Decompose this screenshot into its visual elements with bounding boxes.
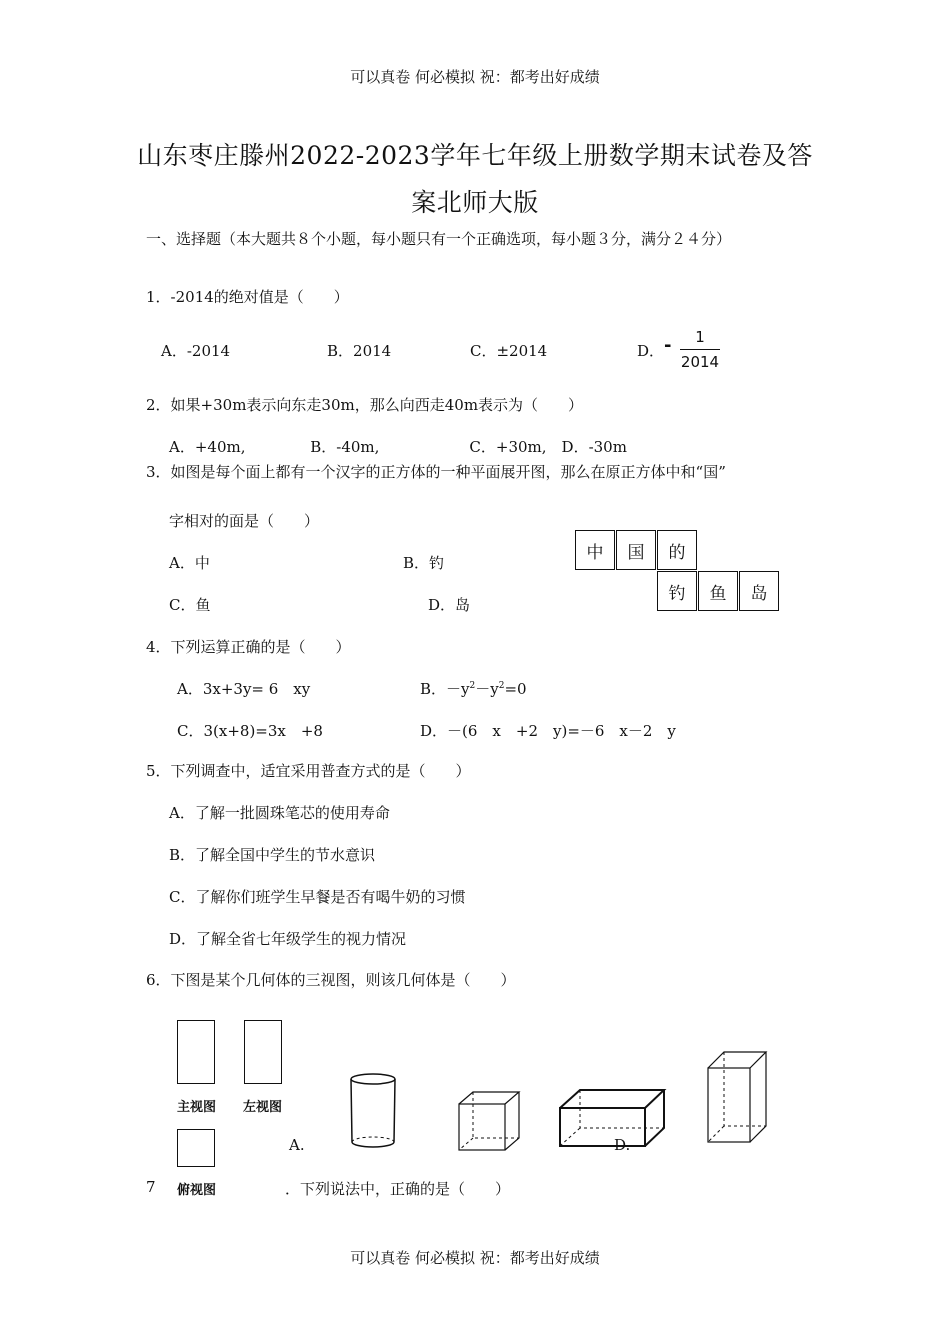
cylinder-figure bbox=[348, 1072, 398, 1152]
q3-option-c: C．鱼 bbox=[169, 596, 211, 614]
doc-title-line1: 山东枣庄滕州2022-2023学年七年级上册数学期末试卷及答 bbox=[137, 141, 813, 170]
q4-option-c: C．3(x+8)=3x +8 bbox=[177, 722, 323, 740]
front-view-rect bbox=[177, 1020, 215, 1084]
left-view-rect bbox=[244, 1020, 282, 1084]
net-face-zhong: 中 bbox=[575, 530, 615, 570]
q5-stem: 5．下列调查中，适宜采用普查方式的是（ ） bbox=[146, 762, 471, 780]
cube-figure bbox=[457, 1090, 522, 1152]
q1-option-b: B．2014 bbox=[327, 342, 392, 360]
q4-option-a: A．3x+3y= 6 xy bbox=[177, 680, 311, 698]
net-face-guo: 国 bbox=[616, 530, 656, 570]
q3-stem-cont: 字相对的面是（ ） bbox=[169, 512, 320, 530]
top-view-square bbox=[177, 1129, 215, 1167]
doc-title-line2: 案北师大版 bbox=[411, 188, 539, 217]
q1-stem: 1．-2014的绝对值是（ ） bbox=[146, 288, 349, 306]
q1-option-a: A．-2014 bbox=[161, 342, 231, 360]
q1-d-denominator: 2014 bbox=[680, 353, 720, 371]
front-view-label: 主视图 bbox=[177, 1100, 217, 1115]
fraction-bar bbox=[680, 349, 720, 350]
q7-number: 7 bbox=[146, 1178, 156, 1196]
q3-option-a: A．中 bbox=[169, 554, 210, 572]
q5-option-b: B．了解全国中学生的节水意识 bbox=[169, 846, 376, 864]
top-view-label: 俯视图 bbox=[177, 1183, 217, 1198]
q6-option-d-label: D. bbox=[614, 1136, 631, 1154]
q6-stem: 6．下图是某个几何体的三视图，则该几何体是（ ） bbox=[146, 971, 516, 989]
q3-option-b: B．钓 bbox=[403, 554, 445, 572]
q4-stem: 4．下列运算正确的是（ ） bbox=[146, 638, 351, 656]
q5-option-c: C．了解你们班学生早餐是否有喝牛奶的习惯 bbox=[169, 888, 466, 906]
q7-stem: ．下列说法中，正确的是（ ） bbox=[285, 1180, 511, 1198]
net-face-yu: 鱼 bbox=[698, 571, 738, 611]
left-view-label: 左视图 bbox=[243, 1100, 283, 1115]
q5-option-d: D．了解全省七年级学生的视力情况 bbox=[169, 930, 407, 948]
q1-option-d: D． bbox=[637, 342, 665, 360]
section-heading: 一、选择题（本大题共８个小题，每小题只有一个正确选项，每小题３分，满分２４分） bbox=[146, 230, 732, 248]
q2-stem: 2．如果+30m表示向东走30m，那么向西走40m表示为（ ） bbox=[146, 396, 584, 414]
q4-option-d: D．－(6 x +2 y)=－6 x－2 y bbox=[420, 722, 676, 740]
q1-d-fraction bbox=[680, 327, 720, 372]
net-face-dao: 岛 bbox=[739, 571, 779, 611]
q1-d-minus-sign: - bbox=[664, 335, 672, 356]
net-face-diao: 钓 bbox=[657, 571, 697, 611]
flat-cuboid-figure bbox=[558, 1088, 668, 1148]
q1-option-c: C．±2014 bbox=[470, 342, 548, 360]
q2-options: A．+40m, B．-40m, C．+30m, D．-30m bbox=[169, 438, 627, 456]
page-footer: 可以真卷 何必模拟 祝：都考出好成绩 bbox=[350, 1249, 600, 1267]
page-header: 可以真卷 何必模拟 祝：都考出好成绩 bbox=[350, 68, 600, 86]
q3-stem: 3．如图是每个面上都有一个汉字的正方体的一种平面展开图，那么在原正方体中和“国” bbox=[146, 463, 726, 481]
tall-cuboid-figure bbox=[706, 1050, 768, 1144]
q6-option-a-label: A. bbox=[289, 1136, 305, 1154]
q5-option-a: A．了解一批圆珠笔芯的使用寿命 bbox=[169, 804, 390, 822]
net-face-de: 的 bbox=[657, 530, 697, 570]
q3-option-d: D．岛 bbox=[428, 596, 471, 614]
q1-d-numerator: 1 bbox=[695, 328, 705, 346]
q4-option-b: B．$-y^2-y^2=0$ bbox=[420, 680, 527, 698]
